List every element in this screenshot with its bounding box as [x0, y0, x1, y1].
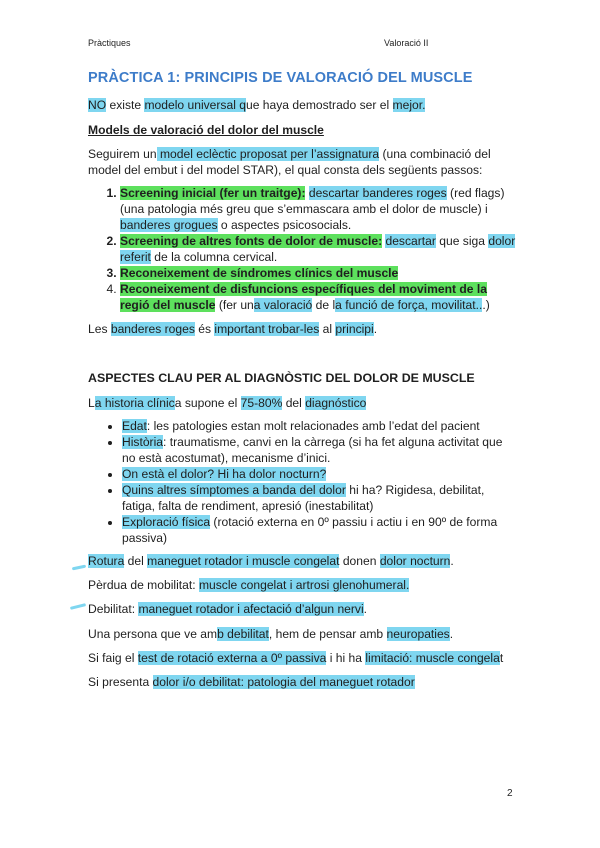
list-item: 2. Screening de altres fonts de dolor de muscle: descartar que siga dolor referit de la columna cervical. — [120, 233, 518, 265]
header-left: Pràctiques — [88, 38, 131, 48]
key-aspects-list — [88, 418, 518, 546]
line-neuropathies: Una persona que ve amb debilitat, hem de pensar amb neuropaties. — [88, 627, 454, 641]
list-item: • Quins altres símptomes a banda del dolor hi ha? Rigidesa, debilitat, fatiga, falta de rendiment, apresió (inestabilitat) — [122, 482, 518, 514]
line-rotura: Rotura del maneguet rotador i muscle congelat donen dolor nocturn. — [88, 554, 454, 568]
steps-list — [88, 185, 518, 313]
header-right: Valoració II — [384, 38, 429, 48]
paragraph-no-model: NO existe modelo universal que haya demostrado ser el mejor. — [88, 98, 426, 112]
paragraph-clinical-history: La historia clínica supone el 75-80% del diagnóstico — [88, 396, 367, 410]
paragraph-eclectic-model: Seguirem un model eclèctic proposat per l’assignatura (una combinació del model del embut i del model STAR), el qual consta dels següents passos: — [88, 147, 491, 177]
list-item: 4. Reconeixement de disfuncions específiques del moviment de la regió del muscle (fer una valoració de la funció de força, movilitat...) — [120, 281, 518, 313]
line-rotation-test: Si faig el test de rotació externa a 0º passiva i hi ha limitació: muscle congelat — [88, 651, 504, 665]
list-item: • Exploració física (rotació externa en 0º passiu i actiu i en 90º de forma passiva) — [122, 514, 518, 546]
list-item: • Edat: les patologies estan molt relacionades amb l’edat del pacient — [122, 418, 518, 434]
page-number: 2 — [507, 788, 513, 799]
list-item: • Història: traumatisme, canvi en la càrrega (si ha fet alguna activitat que no està acostumat), mecanisme d’inici. — [122, 434, 518, 466]
section-heading-aspects: ASPECTES CLAU PER AL DIAGNÒSTIC DEL DOLOR DE MUSCLE — [88, 371, 475, 385]
list-item: 1. Screening inicial (fer un traitge): descartar banderes roges (red flags) (una patologia més greu que s’emmascara amb el dolor de muscle) i banderes grogues o aspectes psicosocials. — [120, 185, 518, 233]
line-weakness: Debilitat: maneguet rotador i afectació d’algun nervi. — [88, 602, 368, 616]
page-title: PRÀCTICA 1: PRINCIPIS DE VALORACIÓ DEL MUSCLE — [88, 70, 473, 86]
line-pain-weakness: Si presenta dolor i/o debilitat: patologia del maneguet rotador — [88, 675, 415, 689]
models-heading: Models de valoració del dolor del muscle — [88, 123, 324, 137]
list-item: 3. Reconeixement de síndromes clínics del muscle — [120, 265, 518, 281]
line-mobility: Pèrdua de mobilitat: muscle congelat i artrosi glenohumeral. — [88, 578, 410, 592]
list-item: • On està el dolor? Hi ha dolor nocturn? — [122, 466, 518, 482]
paragraph-red-flags: Les banderes roges és important trobar-les al principi. — [88, 322, 378, 336]
pen-stroke-mark — [72, 565, 86, 571]
pen-stroke-mark — [70, 603, 86, 610]
